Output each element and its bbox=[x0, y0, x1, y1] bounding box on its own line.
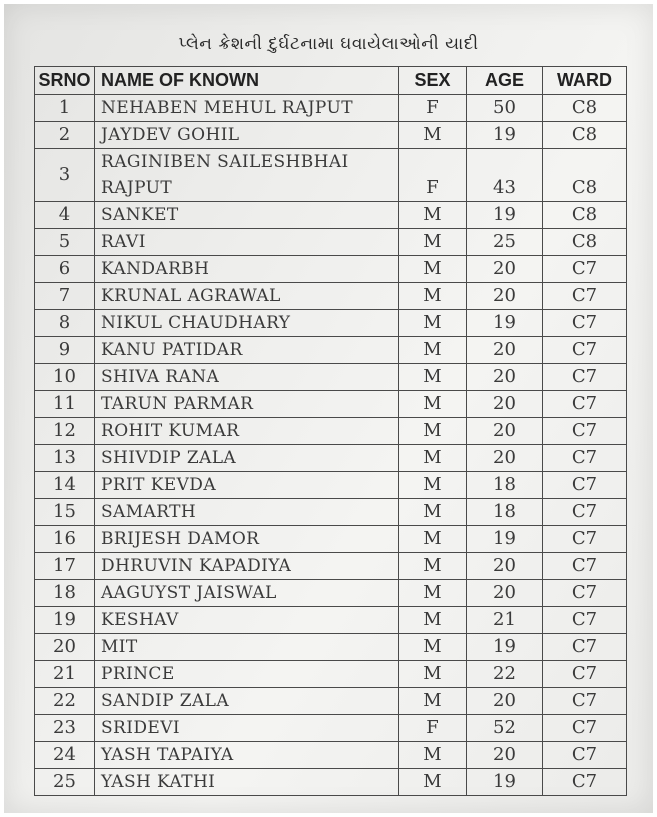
table-row bbox=[35, 742, 627, 769]
cell-name: RAVI bbox=[95, 229, 399, 256]
cell-sex: M bbox=[399, 688, 467, 715]
cell-ward: C7 bbox=[543, 742, 627, 769]
cell-srno: 9 bbox=[35, 337, 95, 364]
cell-srno: 19 bbox=[35, 607, 95, 634]
cell-sex: M bbox=[399, 472, 467, 499]
cell-name: YASH KATHI bbox=[95, 769, 399, 796]
cell-name: SRIDEVI bbox=[95, 715, 399, 742]
cell-name: YASH TAPAIYA bbox=[95, 742, 399, 769]
cell-ward: C8 bbox=[543, 122, 627, 149]
cell-name: KANU PATIDAR bbox=[95, 337, 399, 364]
cell-srno: 23 bbox=[35, 715, 95, 742]
table-row bbox=[35, 337, 627, 364]
cell-sex: M bbox=[399, 661, 467, 688]
cell-srno: 18 bbox=[35, 580, 95, 607]
cell-srno: 17 bbox=[35, 553, 95, 580]
cell-sex: M bbox=[399, 580, 467, 607]
cell-age: 20 bbox=[467, 418, 543, 445]
cell-sex: F bbox=[399, 715, 467, 742]
cell-name: DHRUVIN KAPADIYA bbox=[95, 553, 399, 580]
cell-ward: C7 bbox=[543, 283, 627, 310]
cell-sex: M bbox=[399, 418, 467, 445]
table-row bbox=[35, 661, 627, 688]
table-row bbox=[35, 634, 627, 661]
header-name: NAME OF KNOWN bbox=[95, 67, 399, 95]
table-row bbox=[35, 310, 627, 337]
cell-ward: C7 bbox=[543, 391, 627, 418]
cell-age: 20 bbox=[467, 337, 543, 364]
header-ward: WARD bbox=[543, 67, 627, 95]
cell-ward: C7 bbox=[543, 526, 627, 553]
cell-srno: 6 bbox=[35, 256, 95, 283]
cell-age: 20 bbox=[467, 688, 543, 715]
cell-sex: M bbox=[399, 742, 467, 769]
cell-name: RAGINIBEN SAILESHBHAI RAJPUT bbox=[95, 149, 399, 202]
cell-name: TARUN PARMAR bbox=[95, 391, 399, 418]
cell-srno: 10 bbox=[35, 364, 95, 391]
cell-name: PRINCE bbox=[95, 661, 399, 688]
cell-name: SANKET bbox=[95, 202, 399, 229]
table-row bbox=[35, 499, 627, 526]
table-row bbox=[35, 122, 627, 149]
cell-ward: C8 bbox=[543, 229, 627, 256]
cell-sex: M bbox=[399, 499, 467, 526]
table-row bbox=[35, 229, 627, 256]
cell-age: 22 bbox=[467, 661, 543, 688]
cell-age: 18 bbox=[467, 499, 543, 526]
cell-age: 52 bbox=[467, 715, 543, 742]
cell-age: 18 bbox=[467, 472, 543, 499]
cell-srno: 25 bbox=[35, 769, 95, 796]
table-row bbox=[35, 418, 627, 445]
cell-srno: 3 bbox=[35, 149, 95, 202]
cell-srno: 21 bbox=[35, 661, 95, 688]
table-row bbox=[35, 364, 627, 391]
cell-sex: M bbox=[399, 337, 467, 364]
cell-age: 19 bbox=[467, 769, 543, 796]
cell-ward: C7 bbox=[543, 418, 627, 445]
cell-age: 20 bbox=[467, 283, 543, 310]
cell-name: NEHABEN MEHUL RAJPUT bbox=[95, 95, 399, 122]
cell-name: KANDARBH bbox=[95, 256, 399, 283]
table-row bbox=[35, 202, 627, 229]
cell-srno: 20 bbox=[35, 634, 95, 661]
cell-name: SAMARTH bbox=[95, 499, 399, 526]
cell-age: 20 bbox=[467, 445, 543, 472]
cell-srno: 12 bbox=[35, 418, 95, 445]
table-header-row bbox=[35, 67, 627, 95]
cell-sex: M bbox=[399, 391, 467, 418]
cell-sex: M bbox=[399, 256, 467, 283]
cell-sex: M bbox=[399, 634, 467, 661]
cell-name: AAGUYST JAISWAL bbox=[95, 580, 399, 607]
cell-ward: C7 bbox=[543, 472, 627, 499]
cell-ward: C7 bbox=[543, 634, 627, 661]
cell-name: ROHIT KUMAR bbox=[95, 418, 399, 445]
cell-sex: M bbox=[399, 229, 467, 256]
cell-srno: 2 bbox=[35, 122, 95, 149]
cell-ward: C8 bbox=[543, 95, 627, 122]
cell-srno: 11 bbox=[35, 391, 95, 418]
header-srno: SRNO bbox=[35, 67, 95, 95]
cell-sex: M bbox=[399, 553, 467, 580]
cell-sex: M bbox=[399, 283, 467, 310]
cell-age: 19 bbox=[467, 310, 543, 337]
cell-age: 20 bbox=[467, 580, 543, 607]
table-row bbox=[35, 149, 627, 202]
table-row bbox=[35, 580, 627, 607]
table-body bbox=[35, 95, 627, 796]
cell-age: 20 bbox=[467, 364, 543, 391]
cell-age: 19 bbox=[467, 634, 543, 661]
table-row bbox=[35, 445, 627, 472]
cell-name: JAYDEV GOHIL bbox=[95, 122, 399, 149]
cell-ward: C7 bbox=[543, 688, 627, 715]
table-row bbox=[35, 553, 627, 580]
cell-name: MIT bbox=[95, 634, 399, 661]
cell-srno: 7 bbox=[35, 283, 95, 310]
cell-sex: M bbox=[399, 310, 467, 337]
cell-srno: 13 bbox=[35, 445, 95, 472]
cell-age: 19 bbox=[467, 122, 543, 149]
cell-ward: C7 bbox=[543, 499, 627, 526]
cell-age: 50 bbox=[467, 95, 543, 122]
cell-sex: M bbox=[399, 202, 467, 229]
cell-ward: C7 bbox=[543, 256, 627, 283]
cell-sex: M bbox=[399, 769, 467, 796]
cell-srno: 24 bbox=[35, 742, 95, 769]
table-row bbox=[35, 391, 627, 418]
cell-name: BRIJESH DAMOR bbox=[95, 526, 399, 553]
injured-list-table bbox=[34, 66, 627, 796]
cell-age: 43 bbox=[467, 149, 543, 202]
cell-ward: C7 bbox=[543, 661, 627, 688]
cell-ward: C7 bbox=[543, 310, 627, 337]
cell-ward: C7 bbox=[543, 445, 627, 472]
header-age: AGE bbox=[467, 67, 543, 95]
cell-ward: C7 bbox=[543, 553, 627, 580]
cell-ward: C7 bbox=[543, 364, 627, 391]
cell-ward: C8 bbox=[543, 202, 627, 229]
cell-srno: 1 bbox=[35, 95, 95, 122]
cell-srno: 14 bbox=[35, 472, 95, 499]
cell-name: SHIVDIP ZALA bbox=[95, 445, 399, 472]
table-row bbox=[35, 526, 627, 553]
cell-ward: C7 bbox=[543, 580, 627, 607]
cell-srno: 16 bbox=[35, 526, 95, 553]
cell-sex: M bbox=[399, 526, 467, 553]
cell-sex: M bbox=[399, 445, 467, 472]
cell-name: NIKUL CHAUDHARY bbox=[95, 310, 399, 337]
cell-age: 19 bbox=[467, 202, 543, 229]
cell-srno: 5 bbox=[35, 229, 95, 256]
document-title: પ્લેન ક્રેશની દુર્ઘટનામા ઘવાયેલાઓની યાદી bbox=[178, 34, 479, 54]
cell-name: KESHAV bbox=[95, 607, 399, 634]
table-row bbox=[35, 472, 627, 499]
cell-sex: F bbox=[399, 95, 467, 122]
cell-srno: 4 bbox=[35, 202, 95, 229]
cell-ward: C8 bbox=[543, 149, 627, 202]
cell-age: 25 bbox=[467, 229, 543, 256]
table-row bbox=[35, 283, 627, 310]
cell-sex: F bbox=[399, 149, 467, 202]
cell-ward: C7 bbox=[543, 769, 627, 796]
cell-age: 20 bbox=[467, 553, 543, 580]
cell-ward: C7 bbox=[543, 337, 627, 364]
cell-ward: C7 bbox=[543, 715, 627, 742]
cell-srno: 15 bbox=[35, 499, 95, 526]
cell-name: PRIT KEVDA bbox=[95, 472, 399, 499]
cell-sex: M bbox=[399, 607, 467, 634]
cell-srno: 8 bbox=[35, 310, 95, 337]
cell-name: KRUNAL AGRAWAL bbox=[95, 283, 399, 310]
table-row bbox=[35, 95, 627, 122]
table-row bbox=[35, 688, 627, 715]
table-row bbox=[35, 715, 627, 742]
cell-age: 19 bbox=[467, 526, 543, 553]
cell-age: 20 bbox=[467, 256, 543, 283]
table-row bbox=[35, 769, 627, 796]
cell-name: SANDIP ZALA bbox=[95, 688, 399, 715]
cell-sex: M bbox=[399, 122, 467, 149]
cell-srno: 22 bbox=[35, 688, 95, 715]
cell-age: 20 bbox=[467, 391, 543, 418]
table-row bbox=[35, 607, 627, 634]
cell-name: SHIVA RANA bbox=[95, 364, 399, 391]
cell-age: 21 bbox=[467, 607, 543, 634]
header-sex: SEX bbox=[399, 67, 467, 95]
table-row bbox=[35, 256, 627, 283]
cell-age: 20 bbox=[467, 742, 543, 769]
cell-ward: C7 bbox=[543, 607, 627, 634]
cell-sex: M bbox=[399, 364, 467, 391]
